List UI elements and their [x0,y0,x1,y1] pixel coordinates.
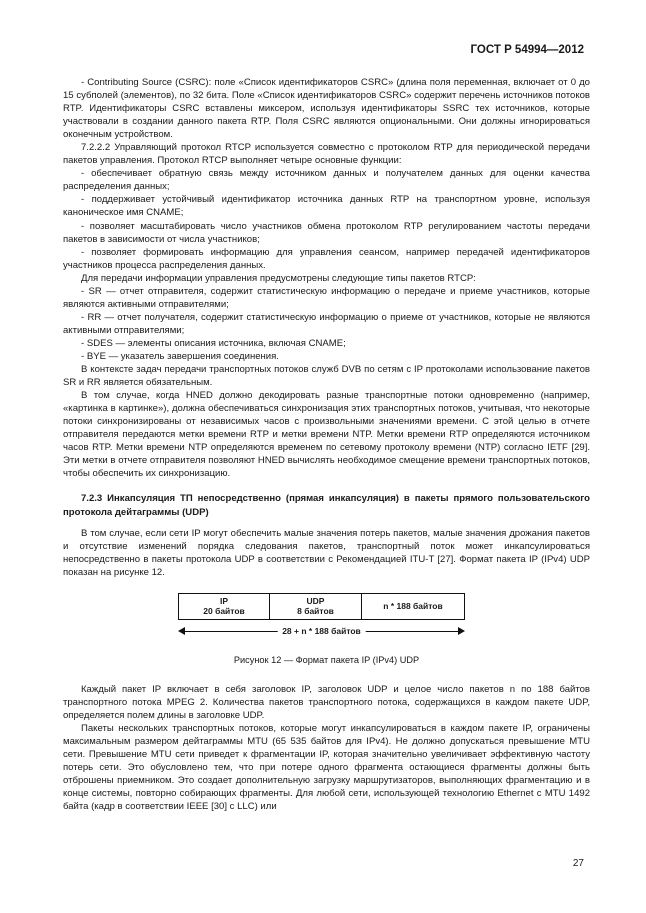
list-item: - BYE — указатель завершения соединения. [81,350,279,362]
ip-header-cell [179,594,270,619]
arrow-left-icon [178,627,185,635]
page-body [63,76,590,813]
udp-size: 8 байтов [297,606,334,617]
list-item: - обеспечивает обратную связь между источником данных и получателем данных для оценки качества распределения данных; [63,168,590,193]
list-item: - SR — отчет отправителя, содержит статистическую информацию о передаче и приеме участников, которые являются активными отправителями; [63,285,590,310]
paragraph: В том случае, когда HNED должно декодировать разные транспортные потоки одновременно (например, «картинка в картинке»), должна обеспечиваться синхронизация этих транспортных потоков, учитывая, что некоторые потоки синхронизированы от независимых часов с произвольными значениями времени. С этой целью в отчете отправителя передаются метки времени RTP и метки времени NTP. Метки времени RTP определяются источником часов RTP. Метки времени NTP определяются временем по сетевому протоколу времени (NTP) согласно IETF [29]. Эти метки в отчете отправителя позволяют HNED вычислять необходимое смещение времени транспортных потоков, чтобы обеспечить их синхронизацию. [63,390,590,480]
packet-diagram [178,593,465,620]
paragraph: Каждый пакет IP включает в себя заголовок IP, заголовок UDP и целое число пакетов n по 188 байтов транспортного потока MPEG 2. Количества пакетов транспортного потока, содержащихся в каждом пакете UDP, определяется полем длины в заголовке UDP. [63,683,590,721]
paragraph: 7.2.2.2 Управляющий протокол RTCP используется совместно с протоколом RTP для периодической передачи пакетов управления. Протокол RTCP выполняет четыре основные функции: [63,142,590,167]
ip-label: IP [219,596,229,607]
list-item: - RR — отчет получателя, содержит статистическую информацию о приеме от участников, которые не являются активными отправителями; [63,311,590,336]
list-item: - поддерживает устойчивый идентификатор источника данных RTP на транспортном уровне, используя каноническое имя CNAME; [63,194,590,219]
section-heading: 7.2.3 Инкапсуляция ТП непосредственно (прямая инкапсуляция) в пакеты прямого пользовательского протокола дейтаграммы (UDP) [63,493,590,518]
paragraph: Пакеты нескольких транспортных потоков, которые могут инкапсулироваться в каждом пакете IP, ограничены максимальным размером дейтаграммы MTU (65 535 байтов для IPv4). Не должно допускаться превышение MTU сети. Превышение MTU сети приведет к фрагментации IP, которая значительно увеличивает эффективную частоту потерь сети. Это обусловлено тем, что при потере одного фрагмента остающиеся фрагменты должны быть отброшены приемником. Это создает дополнительную загрузку маршрутизаторов, выполняющих фрагментацию и в конце системы, повторно собирающих фрагменты. Для любой сети, использующей технологию Ethernet с MTU 1492 байта (кадр в соответствии IEEE [30] с LLC) или [63,722,590,813]
figure-udp-packet [63,593,590,683]
udp-label: UDP [306,596,325,607]
payload-size: n * 188 байтов [383,601,443,612]
list-item: - позволяет формировать информацию для управления сеансом, например передачей идентификаторов участников процесса распределения данных. [63,246,590,271]
page-number: 27 [572,858,584,869]
figure-caption: Рисунок 12 — Формат пакета IP (IPv4) UDP [233,654,420,665]
paragraph: Для передачи информации управления предусмотрены следующие типы пакетов RTCP: [81,272,476,284]
list-item: - позволяет масштабировать число участников обмена протоколом RTP регулированием частоты передачи пакетов в зависимости от числа участников; [63,220,590,245]
payload-cell [362,594,464,619]
paragraph: В том случае, если сети IP могут обеспечить малые значения потерь пакетов, малые значения дрожания пакетов и отсутствие изменений порядка следования пакетов, транспортный поток может инкапсулироваться непосредственно в пакеты протокола UDP в соответствии с Рекомендацией ITU-T [27]. Формат пакета IP (IPv4) UDP показан на рисунке 12. [63,527,590,578]
paragraph: - Contributing Source (CSRC): поле «Список идентификаторов CSRC» (длина поля переменная, включает от 0 до 15 субполей (элементов), по 32 бита. Поле «Список идентификаторов CSRC» содержит перечень источников потоков RTP. Идентификаторы CSRC вставлены миксером, используя идентификаторы SSRC тех источников, которые участвовали в создании данного пакета RTP. Поля CSRC являются опциональными. Они должны игнорироваться оконечным устройством. [63,77,590,141]
udp-header-cell [270,594,362,619]
arrow-right-icon [458,627,465,635]
length-arrow [178,624,465,638]
paragraph: В контексте задач передачи транспортных потоков служб DVB по сетям с IP протоколами использование пакетов SR и RR является обязательным. [63,364,590,389]
document-id: ГОСТ Р 54994—2012 [470,44,584,56]
list-item: - SDES — элементы описания источника, включая CNAME; [81,337,346,349]
ip-size: 20 байтов [203,606,245,617]
total-length: 28 + n * 188 байтов [277,625,366,638]
